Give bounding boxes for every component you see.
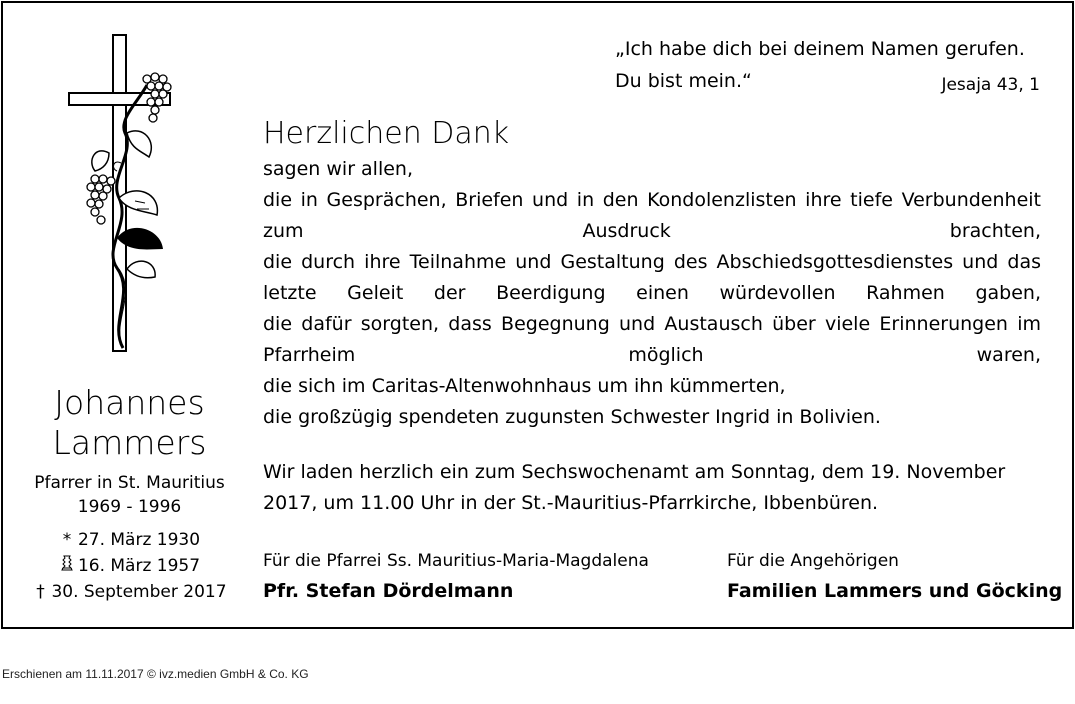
- cross-with-grapevine-icon: [65, 33, 175, 353]
- thanks-body: [263, 154, 1041, 433]
- deceased-name: [23, 383, 236, 463]
- death-date-row: [23, 579, 236, 605]
- thanks-heading: Herzlichen Dank: [263, 116, 510, 151]
- deceased-role: [23, 471, 236, 519]
- invitation-paragraph: Wir laden herzlich ein zum Sechswochenamt am Sonntag, dem 19. November 2017, um 11.00 Uhr in der St.-Mauritius-Pfarrkirche, Ibbenbüren.: [263, 461, 1006, 514]
- birth-date-row: [23, 527, 236, 553]
- invitation-text: [263, 457, 1041, 519]
- signature-parish: [263, 546, 649, 606]
- first-name: Johannes: [54, 383, 205, 422]
- signature-family-label: Für die Angehörigen: [727, 551, 899, 571]
- signature-parish-label: Für die Pfarrei Ss. Mauritius-Maria-Magdalena: [263, 551, 649, 571]
- quote-line-1: „Ich habe dich bei deinem Namen gerufen.: [615, 38, 1025, 60]
- quote-reference: Jesaja 43, 1: [941, 75, 1040, 95]
- birth-star-icon: *: [62, 530, 72, 550]
- death-date: 30. September 2017: [51, 582, 227, 602]
- thanks-line: die dafür sorgten, dass Begegnung und Austausch über viele Erinnerungen im Pfarrheim möglich waren,: [263, 313, 1041, 366]
- ordination-date: 16. März 1957: [77, 556, 201, 576]
- role-years: 1969 - 1996: [77, 497, 182, 517]
- thanks-line: die durch ihre Teilnahme und Gestaltung des Abschiedsgottesdienstes und das letzte Geleit der Beerdigung einen würdevollen Rahmen gaben,: [263, 251, 1041, 304]
- life-dates: [23, 527, 236, 605]
- quote-line-2: Du bist mein.“: [615, 70, 752, 92]
- ordination-date-row: [23, 553, 236, 579]
- death-cross-icon: †: [36, 582, 45, 602]
- signature-parish-name: Pfr. Stefan Dördelmann: [263, 580, 514, 602]
- birth-date: 27. März 1930: [77, 530, 201, 550]
- last-name: Lammers: [52, 423, 207, 462]
- signature-family: [727, 546, 1062, 606]
- thanks-line: die in Gesprächen, Briefen und in den Kondolenzlisten ihre tiefe Verbundenheit zum Ausdruck brachten,: [263, 189, 1041, 242]
- death-notice: [1, 1, 1074, 629]
- thanks-line: sagen wir allen,: [263, 158, 414, 180]
- role-text: Pfarrer in St. Mauritius: [34, 473, 225, 493]
- thanks-line: die großzügig spendeten zugunsten Schwester Ingrid in Bolivien.: [263, 406, 881, 428]
- signature-family-name: Familien Lammers und Göcking: [727, 580, 1063, 602]
- priest-ordination-icon: [59, 553, 75, 579]
- publication-footer: Erschienen am 11.11.2017 © ivz.medien GmbH & Co. KG: [2, 667, 309, 681]
- thanks-line: die sich im Caritas-Altenwohnhaus um ihn kümmerten,: [263, 375, 786, 397]
